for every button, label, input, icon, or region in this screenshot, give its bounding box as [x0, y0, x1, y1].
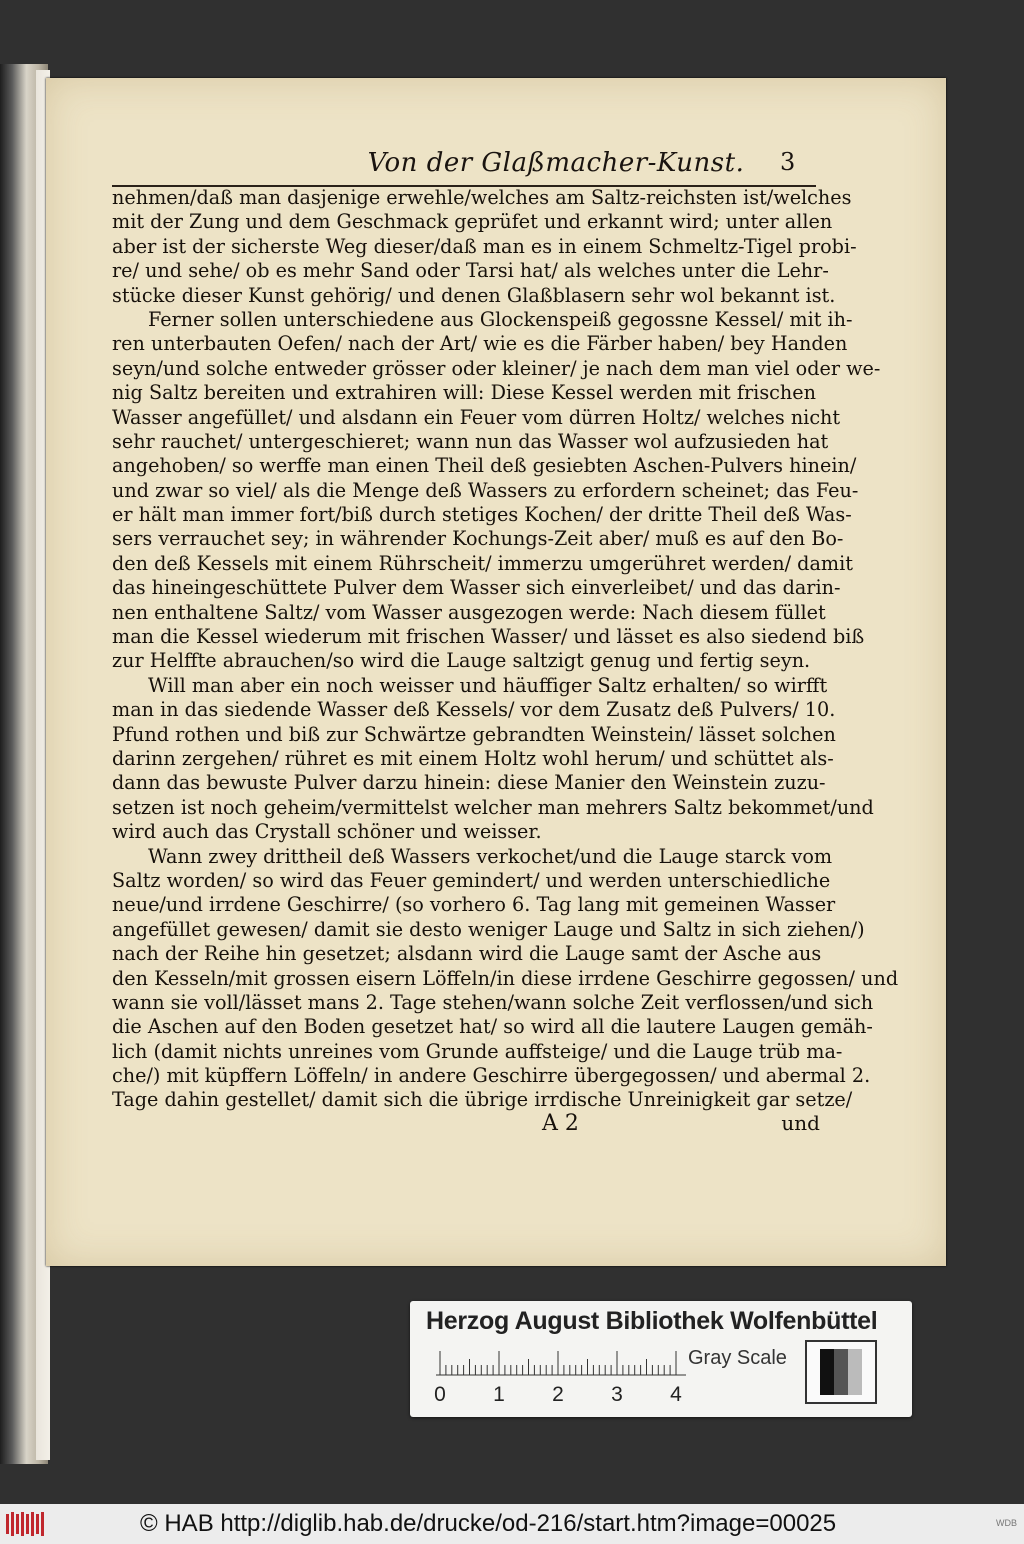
page-number: 3: [780, 148, 796, 176]
text-line: Will man aber ein noch weisser und häuffiger Saltz erhalten/ so wirfft: [148, 673, 828, 697]
text-line: nehmen/daß man dasjenige erwehle/welches am Saltz-reichsten ist/welches: [112, 186, 852, 209]
ruler-number: 1: [493, 1383, 505, 1406]
text-line: ren unterbauten Oefen/ nach der Art/ wie es die Färber haben/ bey Handen: [112, 332, 848, 356]
text-line: dann das bewuste Pulver darzu hinein: diese Manier den Weinstein zuzu-: [112, 771, 826, 795]
text-line: sehr rauchet/ untergeschieret; wann nun das Wasser wol aufzusieden hat: [112, 429, 829, 453]
text-line: angefüllet gewesen/ damit sie desto weniger Lauge und Saltz in sich ziehen/): [112, 917, 865, 941]
text-line: Saltz worden/ so wird das Feuer gemindert/ und werden unterschiedliche: [112, 868, 831, 892]
text-line: darinn zergehen/ rühret es mit einem Holtz wohl herum/ und schüttet als-: [112, 746, 834, 770]
text-line: Pfund rothen und biß zur Schwärtze gebrandten Weinstein/ lässet solchen: [112, 722, 836, 746]
text-line: nen enthaltene Saltz/ vom Wasser ausgezogen werde: Nach diesem füllet: [112, 600, 826, 624]
text-line: den Kesseln/mit grossen eisern Löffeln/in diese irrdene Geschirre gegossen/ und: [112, 966, 899, 990]
ruler-number: 0: [434, 1383, 446, 1406]
copyright-url-text: © HAB http://diglib.hab.de/drucke/od-216/start.htm?image=00025: [140, 1510, 837, 1537]
text-line: Wasser angefüllet/ und alsdann ein Feuer vom dürren Holtz/ welches nicht: [112, 405, 841, 429]
text-line: wann sie voll/lässet mans 2. Tage stehen/wann solche Zeit verflossen/und sich: [112, 990, 874, 1014]
running-title: Von der Glaßmacher-Kunst.: [367, 148, 745, 178]
text-line: mit der Zung und dem Geschmack geprüfet und erkannt wird; unter allen: [112, 210, 833, 234]
text-line: man die Kessel wiederum mit frischen Wasser/ und lässet es also siedend biß: [112, 625, 865, 649]
text-line: nig Saltz bereiten und extrahiren will: Diese Kessel werden mit frischen: [112, 381, 816, 405]
text-line: setzen ist noch geheim/vermittelst welcher man mehrers Saltz bekommet/und: [112, 795, 874, 819]
ruler-numbers: [430, 1383, 700, 1409]
text-line: den deß Kessels mit einem Rührscheit/ immerzu umgerühret werden/ damit: [112, 551, 853, 575]
gray-scale-label: Gray Scale: [688, 1347, 787, 1369]
text-line: Ferner sollen unterschiedene aus Glockenspeiß gegossne Kessel/ mit ih-: [148, 307, 853, 331]
ruler-number: 3: [611, 1383, 623, 1406]
text-line: wird auch das Crystall schöner und weisser.: [112, 820, 542, 844]
text-line: che/) mit küpffern Löffeln/ in andere Geschirre übergegossen/ und abermal 2.: [112, 1064, 871, 1088]
library-color-card: [410, 1301, 912, 1417]
ruler-number: 4: [670, 1383, 682, 1406]
text-line: neue/und irrdene Geschirre/ (so vorhero 6. Tag lang mit gemeinen Wasser: [112, 893, 836, 917]
book-page: [46, 78, 946, 1266]
text-line: das hineingeschüttete Pulver dem Wasser sich einverleibet/ und das darin-: [112, 576, 841, 600]
ruler-scale-icon: [436, 1345, 686, 1377]
signature-mark: A 2: [542, 1111, 579, 1136]
text-line: stücke dieser Kunst gehörig/ und denen Glaßblasern sehr wol bekannt ist.: [112, 283, 836, 307]
library-name: Herzog August Bibliothek Wolfenbüttel: [426, 1307, 878, 1335]
text-line: nach der Reihe hin gesetzet; alsdann wird die Lauge samt der Asche aus: [112, 942, 822, 966]
text-line: seyn/und solche entweder grösser oder kleiner/ je nach dem man viel oder we-: [112, 356, 881, 380]
text-line: er hält man immer fort/biß durch stetiges Kochen/ der dritte Theil deß Was-: [112, 503, 852, 527]
text-line: aber ist der sicherste Weg dieser/daß man es in einem Schmeltz-Tigel probi-: [112, 234, 857, 258]
text-line: re/ und sehe/ ob es mehr Sand oder Tarsi hat/ als welches unter die Lehr-: [112, 259, 829, 283]
text-line: man in das siedende Wasser deß Kessels/ vor dem Zusatz deß Pulvers/ 10.: [112, 698, 836, 722]
text-line: angehoben/ so werffe man einen Theil deß gesiebten Aschen-Pulvers hinein/: [112, 454, 857, 478]
body-text: [112, 186, 899, 1113]
gray-scale-swatch-icon: [806, 1341, 876, 1403]
footer-mark: WDB: [996, 1518, 1017, 1528]
catchword: und: [781, 1111, 820, 1135]
text-line: lich (damit nichts unreines vom Grunde auffsteige/ und die Lauge trüb ma-: [112, 1039, 843, 1063]
ruler-number: 2: [552, 1383, 564, 1406]
viewer-footer: [0, 1504, 1024, 1544]
text-line: Tage dahin gestellet/ damit sich die übrige irrdische Unreinigkeit gar setze/: [112, 1088, 853, 1112]
text-line: zur Helffte abrauchen/so wird die Lauge saltzigt genug und fertig seyn.: [112, 649, 811, 673]
text-line: sers verrauchet sey; in währender Kochungs-Zeit aber/ muß es auf den Bo-: [112, 527, 844, 551]
hab-logo-icon: [4, 1510, 46, 1538]
text-line: und zwar so viel/ als die Menge deß Wassers zu erfordern scheinet; das Feu-: [112, 478, 859, 502]
text-line: die Aschen auf den Boden gesetzet hat/ so wird all die lautere Laugen gemäh-: [112, 1015, 873, 1039]
text-line: Wann zwey drittheil deß Wassers verkochet/und die Lauge starck vom: [148, 844, 833, 868]
